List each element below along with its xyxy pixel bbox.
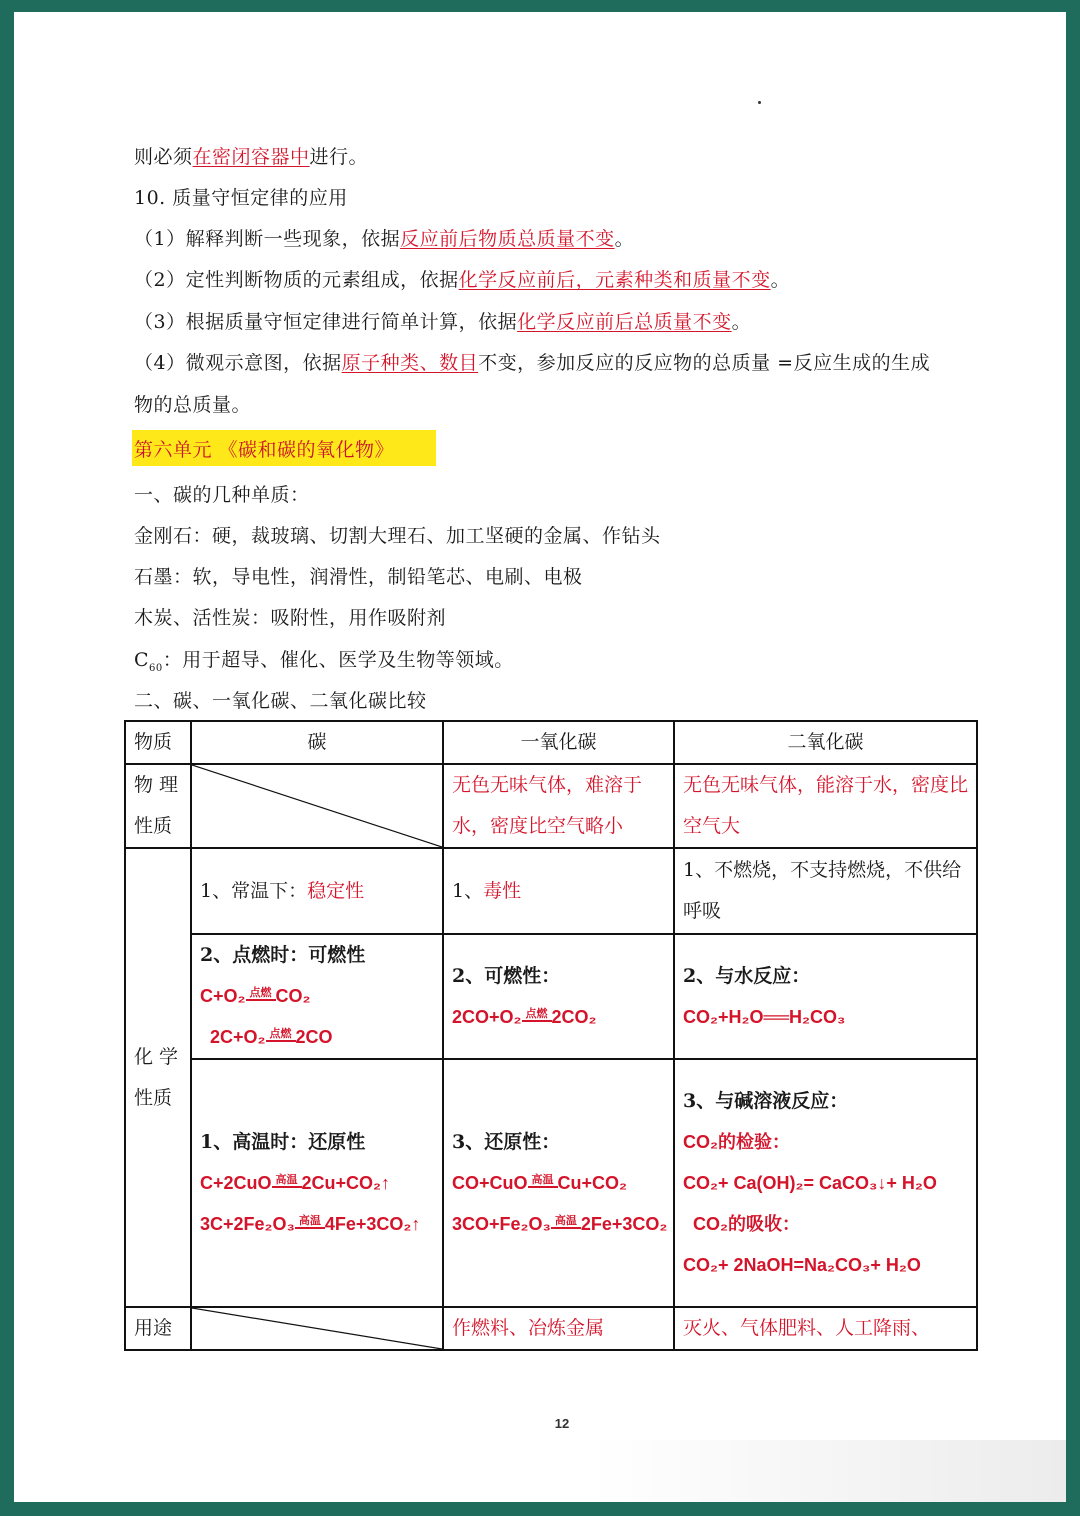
row-label: 物 理 性质 — [125, 764, 191, 848]
physical-row — [125, 764, 977, 848]
carbon-item-charcoal: 木炭、活性炭：吸附性，用作吸附剂 — [134, 607, 447, 629]
co2-chem-2: 2、与水反应： CO₂+H₂O══H₂CO₃ — [674, 934, 977, 1059]
carbon-item-c60: $C_{60}$：用于超导、催化、医学及生物等领域。 — [134, 649, 514, 674]
header-cell: 碳 — [191, 721, 443, 764]
equation: CO₂+ Ca(OH)₂= CaCO₃↓+ H₂O — [683, 1172, 937, 1193]
line-1: 则必须在密闭容器中进行。 — [134, 146, 369, 168]
equation-label: CO₂的吸收： — [693, 1213, 800, 1234]
empty-cell-diagonal — [191, 764, 443, 848]
header-cell: 物质 — [125, 721, 191, 764]
line-4: （2）定性判断物质的元素组成，依据化学反应前后，元素种类和质量不变。 — [134, 269, 791, 291]
equation: C+O₂ 点燃 CO₂ — [200, 986, 311, 1006]
c-chem-2: 2、点燃时：可燃性 C+O₂ 点燃 CO₂ 2C+O₂ 点燃 2CO — [191, 934, 443, 1059]
co-chem-3: 3、还原性： CO+CuO 高温 Cu+CO₂ 3CO+Fe₂O₃ 高温 2Fe+3CO₂ — [443, 1059, 674, 1307]
equation: CO+CuO 高温 Cu+CO₂ — [452, 1172, 628, 1193]
equation: 3C+2Fe₂O₃ 高温 4Fe+3CO₂↑ — [200, 1213, 421, 1234]
chem-row-1 — [125, 848, 977, 934]
co-physical: 无色无味气体，难溶于水，密度比空气略小 — [443, 764, 674, 848]
co-chem-1: 1、毒性 — [443, 848, 674, 934]
speck — [758, 101, 761, 104]
equation: CO₂+ 2NaOH=Na₂CO₃+ H₂O — [683, 1254, 921, 1275]
carbon-item-diamond: 金刚石：硬，裁玻璃、切割大理石、加工坚硬的金属、作钻头 — [134, 525, 661, 547]
equation: C+2CuO 高温 2Cu+CO₂↑ — [200, 1172, 391, 1193]
line-3: （1）解释判断一些现象，依据反应前后物质总质量不变。 — [134, 228, 635, 250]
diagonal-line — [192, 765, 442, 847]
co2-physical: 无色无味气体，能溶于水，密度比空气大 — [674, 764, 977, 848]
answer-red: 反应前后物质总质量不变 — [400, 228, 615, 250]
line-6: （4）微观示意图，依据原子种类、数目不变，参加反应的反应物的总质量 =反应生成的生成 — [134, 352, 931, 374]
co2-chem-1: 1、不燃烧，不支持燃烧，不供给呼吸 — [674, 848, 977, 934]
comparison-table — [124, 720, 978, 1351]
equation: 2CO+O₂ 点燃 2CO₂ — [452, 1006, 597, 1027]
page-number: 12 — [554, 1416, 570, 1431]
line-2: 10. 质量守恒定律的应用 — [134, 187, 348, 209]
co-usage: 作燃料、冶炼金属 — [443, 1307, 674, 1350]
carbon-item-graphite: 石墨：软，导电性，润滑性，制铅笔芯、电刷、电极 — [134, 566, 583, 588]
equation: 3CO+Fe₂O₃ 高温 2Fe+3CO₂ — [452, 1213, 668, 1234]
equation: 2C+O₂ 点燃 2CO — [210, 1027, 333, 1047]
watermark-fade — [590, 1440, 1066, 1502]
row-label: 用途 — [125, 1307, 191, 1350]
equation-label: CO₂的检验： — [683, 1131, 790, 1152]
header-cell: 二氧化碳 — [674, 721, 977, 764]
header-row — [125, 721, 977, 764]
answer-red: 化学反应前后总质量不变 — [517, 311, 732, 333]
c-chem-3: 1、高温时：还原性 C+2CuO 高温 2Cu+CO₂↑ 3C+2Fe₂O₃ 高温 4Fe+3CO₂↑ — [191, 1059, 443, 1307]
section2-heading: 二、碳、一氧化碳、二氧化碳比较 — [134, 690, 427, 712]
empty-cell-diagonal — [191, 1307, 443, 1350]
chem-row-3 — [125, 1059, 977, 1307]
header-cell: 一氧化碳 — [443, 721, 674, 764]
co2-chem-3: 3、与碱溶液反应： CO₂的检验： CO₂+ Ca(OH)₂= CaCO₃↓+ H₂O CO₂的吸收： CO₂+ 2NaOH=Na₂CO₃+ H₂O — [674, 1059, 977, 1307]
c-chem-1: 1、常温下：稳定性 — [191, 848, 443, 934]
equation: CO₂+H₂O══H₂CO₃ — [683, 1006, 846, 1027]
section1-heading: 一、碳的几种单质： — [134, 484, 310, 506]
diagonal-line — [192, 1308, 442, 1349]
chem-row-2 — [125, 934, 977, 1059]
unit-title: 第六单元 《碳和碳的氧化物》 — [134, 439, 395, 461]
row-label: 化 学 性质 — [125, 848, 191, 1307]
answer-red: 原子种类、数目 — [341, 352, 479, 374]
usage-row — [125, 1307, 977, 1350]
answer-red: 化学反应前后，元素种类和质量不变 — [458, 269, 771, 291]
line-5: （3）根据质量守恒定律进行简单计算，依据化学反应前后总质量不变。 — [134, 311, 752, 333]
line-7: 物的总质量。 — [134, 394, 252, 416]
co2-usage: 灭火、气体肥料、人工降雨、 — [674, 1307, 977, 1350]
co-chem-2: 2、可燃性： 2CO+O₂ 点燃 2CO₂ — [443, 934, 674, 1059]
answer-red: 在密闭容器中 — [192, 146, 310, 168]
